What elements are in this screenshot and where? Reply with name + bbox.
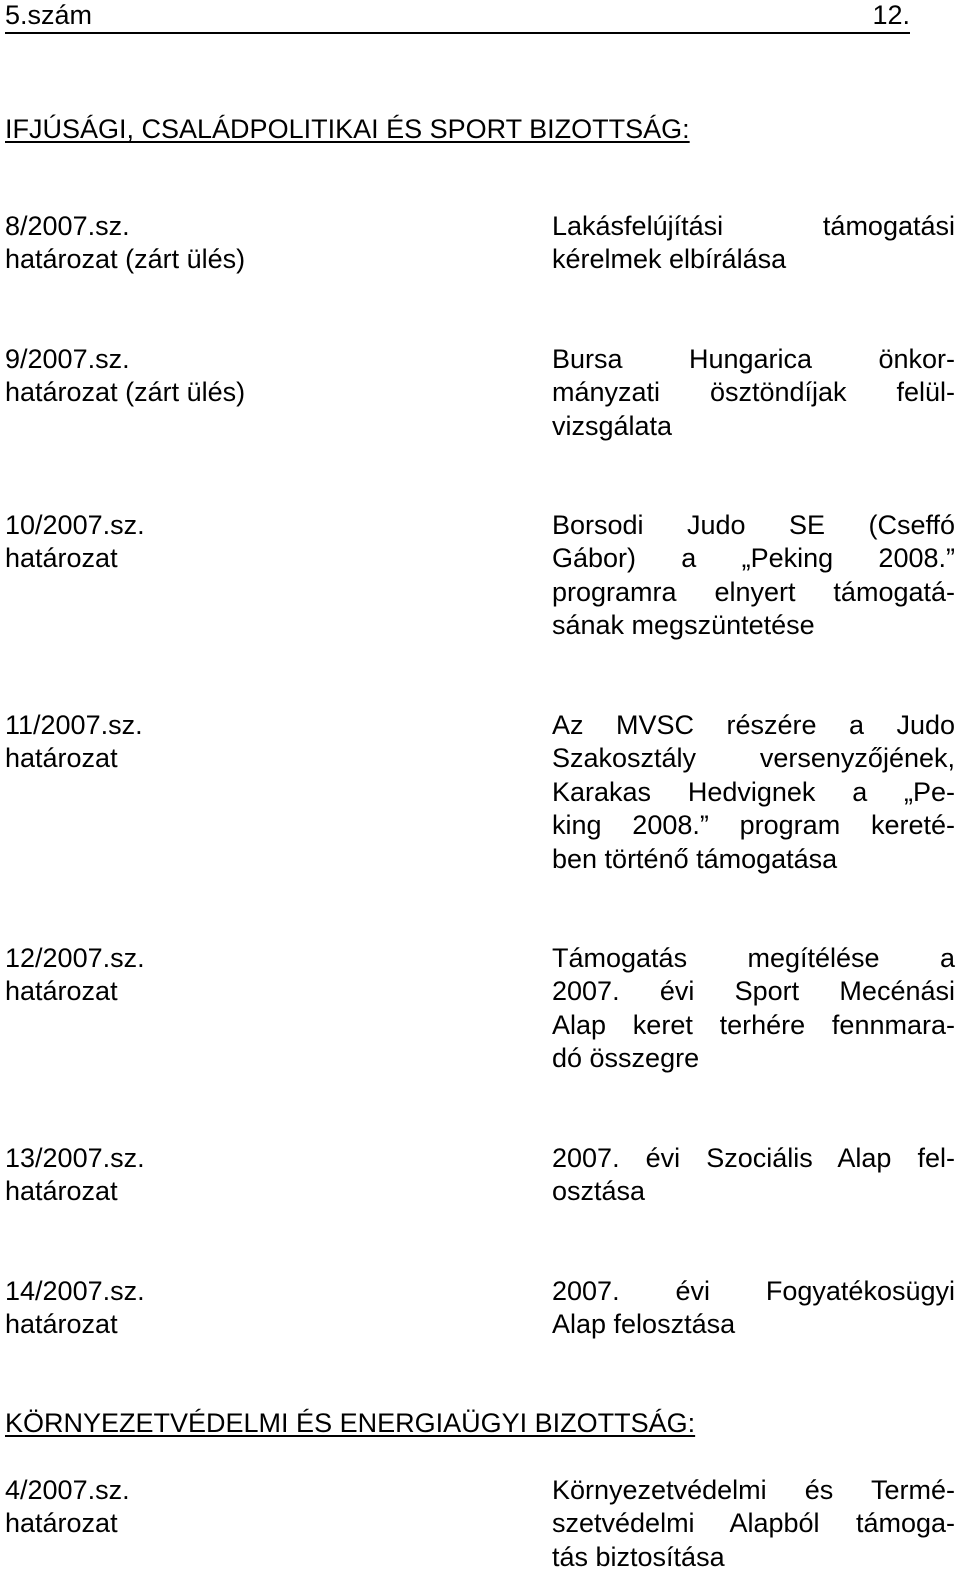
subject-line: osztása <box>552 1176 646 1207</box>
resolution-type: határozat <box>5 743 118 774</box>
resolution-type: határozat (zárt ülés) <box>5 377 246 408</box>
subject-line: Az MVSC részére a Judo <box>552 710 955 740</box>
subject-line: dó összegre <box>552 1043 700 1074</box>
resolution-subject <box>552 709 955 876</box>
issue-number: 5.szám <box>5 0 93 30</box>
page-number: 12. <box>872 0 910 30</box>
resolution-number: 11/2007.sz. <box>5 710 143 740</box>
subject-line: 2007. évi Fogyatékosügyi <box>552 1276 955 1306</box>
resolution-type: határozat <box>5 543 118 574</box>
subject-line: programra elnyert támogatá- <box>552 576 955 607</box>
subject-line: ben történő támogatása <box>552 843 838 874</box>
subject-line: vizsgálata <box>552 410 673 441</box>
subject-line: mányzati ösztöndíjak felül- <box>552 377 955 408</box>
resolution-subject <box>552 210 955 277</box>
subject-line: Bursa Hungarica önkor- <box>552 344 955 374</box>
resolution-number: 12/2007.sz. <box>5 943 145 973</box>
subject-line: szetvédelmi Alapból támoga- <box>552 1508 955 1539</box>
section-title-youth-family-sport: IFJÚSÁGI, CSALÁDPOLITIKAI ÉS SPORT BIZOTTSÁG: <box>5 114 690 144</box>
subject-line: Környezetvédelmi és Termé- <box>552 1475 955 1505</box>
subject-line: sának megszüntetése <box>552 610 815 641</box>
resolution-ref <box>5 210 325 277</box>
resolution-subject <box>552 509 955 643</box>
resolution-subject <box>552 942 955 1076</box>
resolution-number: 8/2007.sz. <box>5 211 130 241</box>
resolution-ref <box>5 942 325 1009</box>
subject-line: Borsodi Judo SE (Cseffó <box>552 510 955 540</box>
resolution-subject <box>552 1275 955 1342</box>
resolution-type: határozat <box>5 1309 118 1340</box>
resolution-type: határozat (zárt ülés) <box>5 244 246 275</box>
resolution-type: határozat <box>5 1508 118 1539</box>
resolution-number: 14/2007.sz. <box>5 1276 145 1306</box>
resolution-ref <box>5 1142 325 1209</box>
resolution-ref <box>5 1474 325 1541</box>
subject-line: kérelmek elbírálása <box>552 244 787 275</box>
resolution-type: határozat <box>5 976 118 1007</box>
resolution-type: határozat <box>5 1176 118 1207</box>
resolution-subject <box>552 343 955 443</box>
subject-line: Támogatás megítélése a <box>552 943 955 973</box>
page-header <box>5 0 910 34</box>
subject-line: 2007. évi Sport Mecénási <box>552 976 955 1007</box>
subject-line: tás biztosítása <box>552 1541 725 1572</box>
section-title-environment-energy: KÖRNYEZETVÉDELMI ÉS ENERGIAÜGYI BIZOTTSÁG: <box>5 1408 696 1438</box>
resolution-ref <box>5 509 325 576</box>
resolution-ref <box>5 343 325 410</box>
resolution-number: 10/2007.sz. <box>5 510 145 540</box>
resolution-subject <box>552 1474 955 1574</box>
resolution-ref <box>5 1275 325 1342</box>
resolution-ref <box>5 709 325 776</box>
subject-line: Gábor) a „Peking 2008.” <box>552 543 955 574</box>
resolution-number: 4/2007.sz. <box>5 1475 130 1505</box>
subject-line: Szakosztály versenyzőjének, <box>552 743 955 774</box>
subject-line: Alap felosztása <box>552 1309 736 1340</box>
subject-line: Alap keret terhére fennmara- <box>552 1009 955 1040</box>
resolution-number: 9/2007.sz. <box>5 344 130 374</box>
resolution-number: 13/2007.sz. <box>5 1143 145 1173</box>
subject-line: Karakas Hedvignek a „Pe- <box>552 776 955 807</box>
resolution-subject <box>552 1142 955 1209</box>
subject-line: 2007. évi Szociális Alap fel- <box>552 1143 955 1173</box>
subject-line: Lakásfelújítási támogatási <box>552 211 955 241</box>
subject-line: king 2008.” program kereté- <box>552 810 955 841</box>
